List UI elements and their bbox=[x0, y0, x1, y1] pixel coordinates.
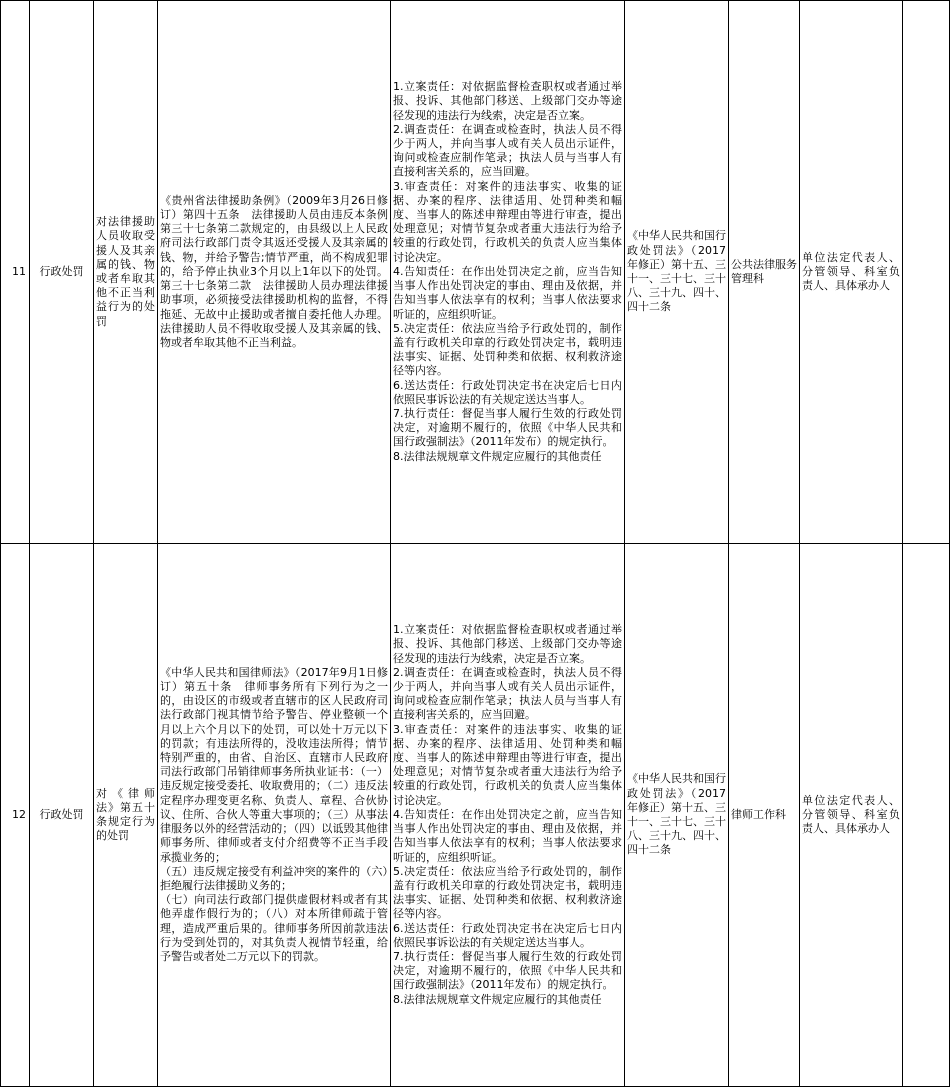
duty-item: 5.决定责任：依法应当给予行政处罚的，制作盖有行政机关印章的行政处罚决定书，载明违法事实、证据、处罚种类和依据、权利救济途径等内容。 bbox=[393, 321, 622, 378]
table-row bbox=[1, 1, 950, 544]
duty-item: 5.决定责任：依法应当给予行政处罚的，制作盖有行政机关印章的行政处罚决定书，载明违法事实、证据、处罚种类和依据、权利救济途径等内容。 bbox=[393, 864, 622, 921]
duty-item: 7.执行责任：督促当事人履行生效的行政处罚决定，对逾期不履行的，依照《中华人民共和国行政强制法》（2011年发布）的规定执行。 bbox=[393, 406, 622, 449]
note-cell bbox=[903, 544, 950, 1087]
legal-basis-paragraph: （五）违反规定接受有利益冲突的案件的（六）拒绝履行法律援助义务的； bbox=[160, 864, 388, 892]
responsible-persons: 单位法定代表人、分管领导、科室负责人、具体承办人 bbox=[800, 544, 903, 1087]
legal-basis bbox=[158, 544, 391, 1087]
duty-item: 4.告知责任：在作出处罚决定之前，应当告知当事人作出处罚决定的事由、理由及依据，并告知当事人依法享有的权利；当事人依法要求听证的，应组织听证。 bbox=[393, 264, 622, 321]
duty-item: 8.法律法规规章文件规定应履行的其他责任 bbox=[393, 449, 602, 463]
duty-item: 4.告知责任：在作出处罚决定之前，应当告知当事人作出处罚决定的事由、理由及依据，并告知当事人依法享有的权利；当事人依法要求听证的，应组织听证。 bbox=[393, 807, 622, 864]
legal-basis-paragraph: 《中华人民共和国律师法》（2017年9月1日修订）第五十条 律师事务所有下列行为之一的，由设区的市级或者直辖市的区人民政府司法行政部门视其情节给予警告、停业整顿一个月以上六个月以下的处罚，可以处十万元以下的罚款；有违法所得的，没收违法所得；情节特别严重的，由省、自治区、直辖市人民政府司法行政部门吊销律师事务所执业证书：（一）违反规定接受委托、收取费用的；（二）违反法定程序办理变更名称、负责人、章程、合伙协议、住所、合伙人等重大事项的；（三）从事法律服务以外的经营活动的；（四）以诋毁其他律师事务所、律师或者支付介绍费等不正当手段承揽业务的； bbox=[160, 665, 388, 864]
power-item-name: 对《律师法》第五十条规定行为的处罚 bbox=[94, 544, 158, 1087]
duty-item: 7.执行责任：督促当事人履行生效的行政处罚决定，对逾期不履行的，依照《中华人民共和国行政强制法》（2011年发布）的规定执行。 bbox=[393, 949, 622, 992]
power-item-name: 对法律援助人员收取受援人及其亲属的钱、物或者牟取其他不正当利益行为的处罚 bbox=[94, 1, 158, 544]
table-row bbox=[1, 544, 950, 1087]
duty-item: 6.送达责任：行政处罚决定书在决定后七日内依照民事诉讼法的有关规定送达当事人。 bbox=[393, 921, 622, 949]
row-number: 11 bbox=[1, 1, 30, 544]
duty-item: 3.审查责任：对案件的违法事实、收集的证据、办案的程序、法律适用、处罚种类和幅度、当事人的陈述申辩理由等进行审查，提出处理意见；对情节复杂或者重大违法行为给予较重的行政处罚，行政机关的负责人应当集体讨论决定。 bbox=[393, 179, 622, 264]
duty-item: 1.立案责任：对依据监督检查职权或者通过举报、投诉、其他部门移送、上级部门交办等途径发现的违法行为线索，决定是否立案。 bbox=[393, 80, 622, 122]
row-number: 12 bbox=[1, 544, 30, 1087]
responsible-department: 律师工作科 bbox=[729, 544, 800, 1087]
duty-item: 2.调查责任：在调查或检查时，执法人员不得少于两人，并向当事人或有关人员出示证件，询问或检查应制作笔录；执法人员与当事人有直接利害关系的，应当回避。 bbox=[393, 122, 622, 179]
duty-item: 1.立案责任：对依据监督检查职权或者通过举报、投诉、其他部门移送、上级部门交办等途径发现的违法行为线索，决定是否立案。 bbox=[393, 623, 622, 665]
note-cell bbox=[903, 1, 950, 544]
accountability-basis: 《中华人民共和国行政处罚法》（2017年修正）第十五、三十一、三十七、三十八、三十九、四十、四十二条 bbox=[625, 544, 729, 1087]
accountability-basis: 《中华人民共和国行政处罚法》（2017年修正）第十五、三十一、三十七、三十八、三十九、四十、四十二条 bbox=[625, 1, 729, 544]
duty-item: 3.审查责任：对案件的违法事实、收集的证据、办案的程序、法律适用、处罚种类和幅度、当事人的陈述申辩理由等进行审查，提出处理意见；对情节复杂或者重大违法行为给予较重的行政处罚，行政机关的负责人应当集体讨论决定。 bbox=[393, 722, 622, 807]
legal-basis: 《贵州省法律援助条例》（2009年3月26日修订）第四十五条 法律援助人员由违反本条例第三十七条第二款规定的，由县级以上人民政府司法行政部门责令其返还受援人及其亲属的钱、物，并给予警告;情节严重，尚不构成犯罪的，给予停止执业3个月以上1年以下的处罚。第三十七条第二款 法律援助人员办理法律援助事项，必须接受法律援助机构的监督，不得拖延、无故中止援助或者擅自委托他人办理。法律援助人员不得收取受援人及其亲属的钱、物或者牟取其他不正当利益。 bbox=[158, 1, 391, 544]
responsible-persons: 单位法定代表人、分管领导、科室负责人、具体承办人 bbox=[800, 1, 903, 544]
power-category: 行政处罚 bbox=[30, 1, 94, 544]
responsibility-duties bbox=[391, 1, 625, 544]
power-category: 行政处罚 bbox=[30, 544, 94, 1087]
duty-item: 2.调查责任：在调查或检查时，执法人员不得少于两人，并向当事人或有关人员出示证件，询问或检查应制作笔录；执法人员与当事人有直接利害关系的，应当回避。 bbox=[393, 665, 622, 722]
legal-basis-paragraph: （七）向司法行政部门提供虚假材料或者有其他弄虚作假行为的；（八）对本所律师疏于管理，造成严重后果的。律师事务所因前款违法行为受到处罚的，对其负责人视情节轻重，给予警告或者处二万元以下的罚款。 bbox=[160, 893, 388, 963]
duty-item: 6.送达责任：行政处罚决定书在决定后七日内依照民事诉讼法的有关规定送达当事人。 bbox=[393, 378, 622, 406]
duty-item: 8.法律法规规章文件规定应履行的其他责任 bbox=[393, 992, 602, 1006]
responsibility-duties bbox=[391, 544, 625, 1087]
responsible-department: 公共法律服务管理科 bbox=[729, 1, 800, 544]
